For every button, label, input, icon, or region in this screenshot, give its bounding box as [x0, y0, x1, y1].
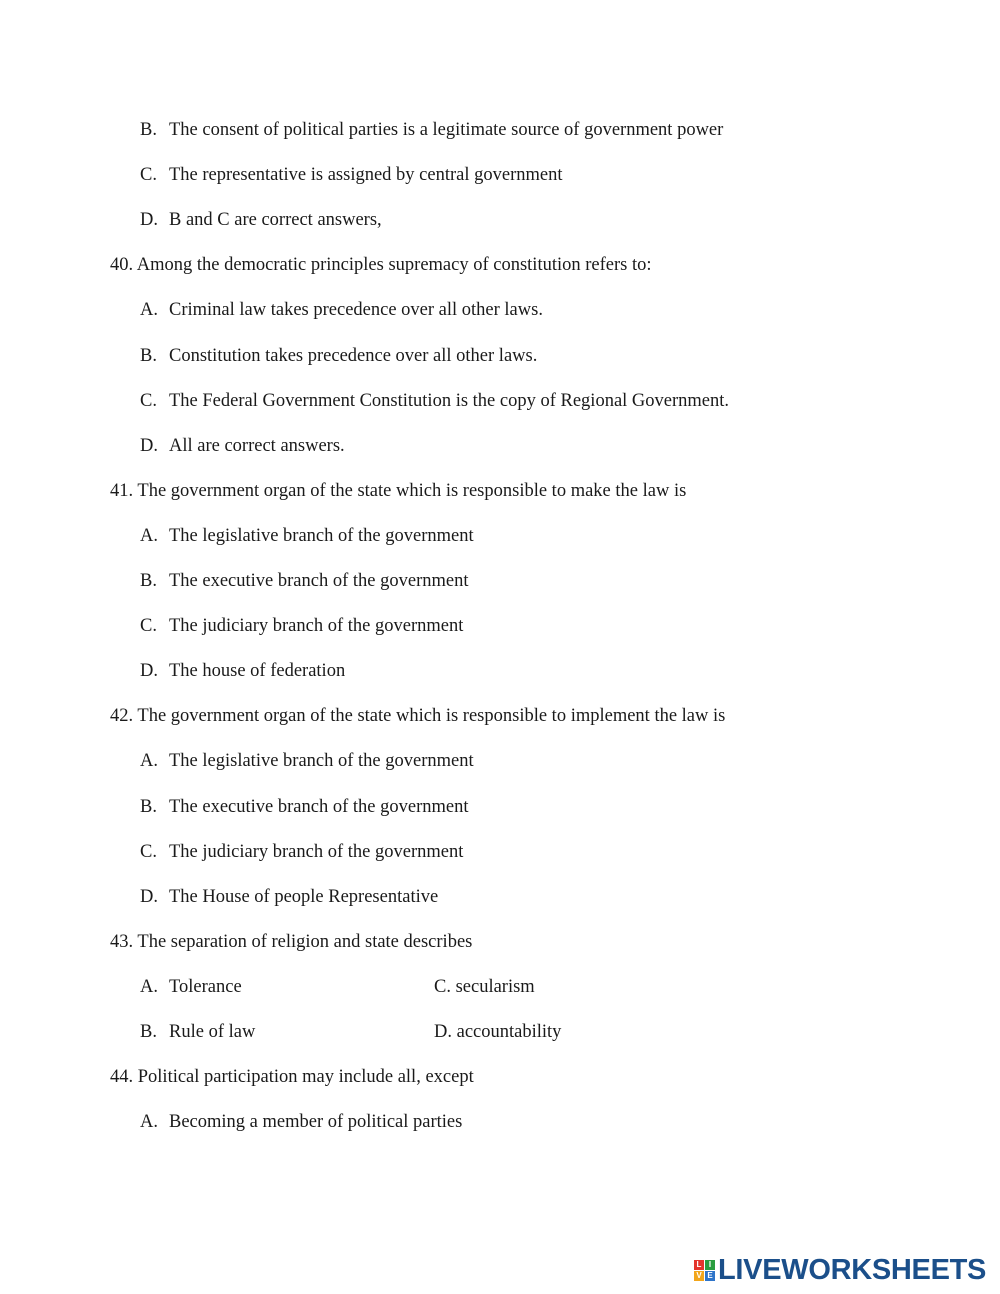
option-letter: D.: [140, 887, 158, 907]
option-text: The judiciary branch of the government: [169, 842, 464, 862]
option-text: The judiciary branch of the government: [169, 616, 464, 636]
option-letter: A.: [140, 751, 158, 771]
option-letter: A.: [140, 300, 158, 320]
logo-icon-cell: V: [694, 1271, 704, 1281]
option-letter: C.: [140, 165, 157, 185]
option-text: Criminal law takes precedence over all other laws.: [169, 300, 543, 320]
option-text: The representative is assigned by central government: [169, 165, 563, 185]
logo-icon-cell: L: [694, 1260, 704, 1270]
option-text: The executive branch of the government: [169, 797, 469, 817]
question-text: 40. Among the democratic principles supremacy of constitution refers to:: [110, 255, 652, 275]
option-text: The Federal Government Constitution is the copy of Regional Government.: [169, 391, 730, 411]
liveworksheets-logo-icon: [694, 1260, 715, 1281]
option-text: B and C are correct answers,: [169, 210, 382, 230]
question-text: 44. Political participation may include all, except: [110, 1067, 474, 1087]
option-text: The House of people Representative: [169, 887, 439, 907]
option-letter: C.: [140, 616, 157, 636]
option-letter: B.: [140, 797, 157, 817]
option-text: Constitution takes precedence over all other laws.: [169, 346, 538, 366]
option-letter: B.: [140, 571, 157, 591]
question-text: 41. The government organ of the state which is responsible to make the law is: [110, 481, 687, 501]
option-text-second-column: D. accountability: [434, 1022, 562, 1042]
option-letter: C.: [140, 391, 157, 411]
option-letter: B.: [140, 346, 157, 366]
option-text: The executive branch of the government: [169, 571, 469, 591]
option-letter: D.: [140, 661, 158, 681]
option-text-second-column: C. secularism: [434, 977, 535, 997]
option-letter: A.: [140, 526, 158, 546]
liveworksheets-logo-text: LIVEWORKSHEETS: [718, 1253, 987, 1286]
option-letter: D.: [140, 436, 158, 456]
liveworksheets-logo: [694, 1255, 986, 1285]
question-text: 43. The separation of religion and state describes: [110, 932, 473, 952]
option-text: The legislative branch of the government: [169, 751, 474, 771]
option-text: Tolerance: [169, 977, 242, 997]
option-letter: C.: [140, 842, 157, 862]
option-text: Rule of law: [169, 1022, 256, 1042]
question-text: 42. The government organ of the state which is responsible to implement the law is: [110, 706, 726, 726]
option-text: The house of federation: [169, 661, 346, 681]
option-text: All are correct answers.: [169, 436, 345, 456]
option-letter: D.: [140, 210, 158, 230]
option-letter: B.: [140, 120, 157, 140]
option-text: The legislative branch of the government: [169, 526, 474, 546]
option-letter: B.: [140, 1022, 157, 1042]
option-letter: A.: [140, 977, 158, 997]
logo-icon-cell: E: [705, 1271, 715, 1281]
option-text: The consent of political parties is a legitimate source of government power: [169, 120, 724, 140]
option-text: Becoming a member of political parties: [169, 1112, 463, 1132]
option-letter: A.: [140, 1112, 158, 1132]
logo-icon-cell: I: [705, 1260, 715, 1270]
